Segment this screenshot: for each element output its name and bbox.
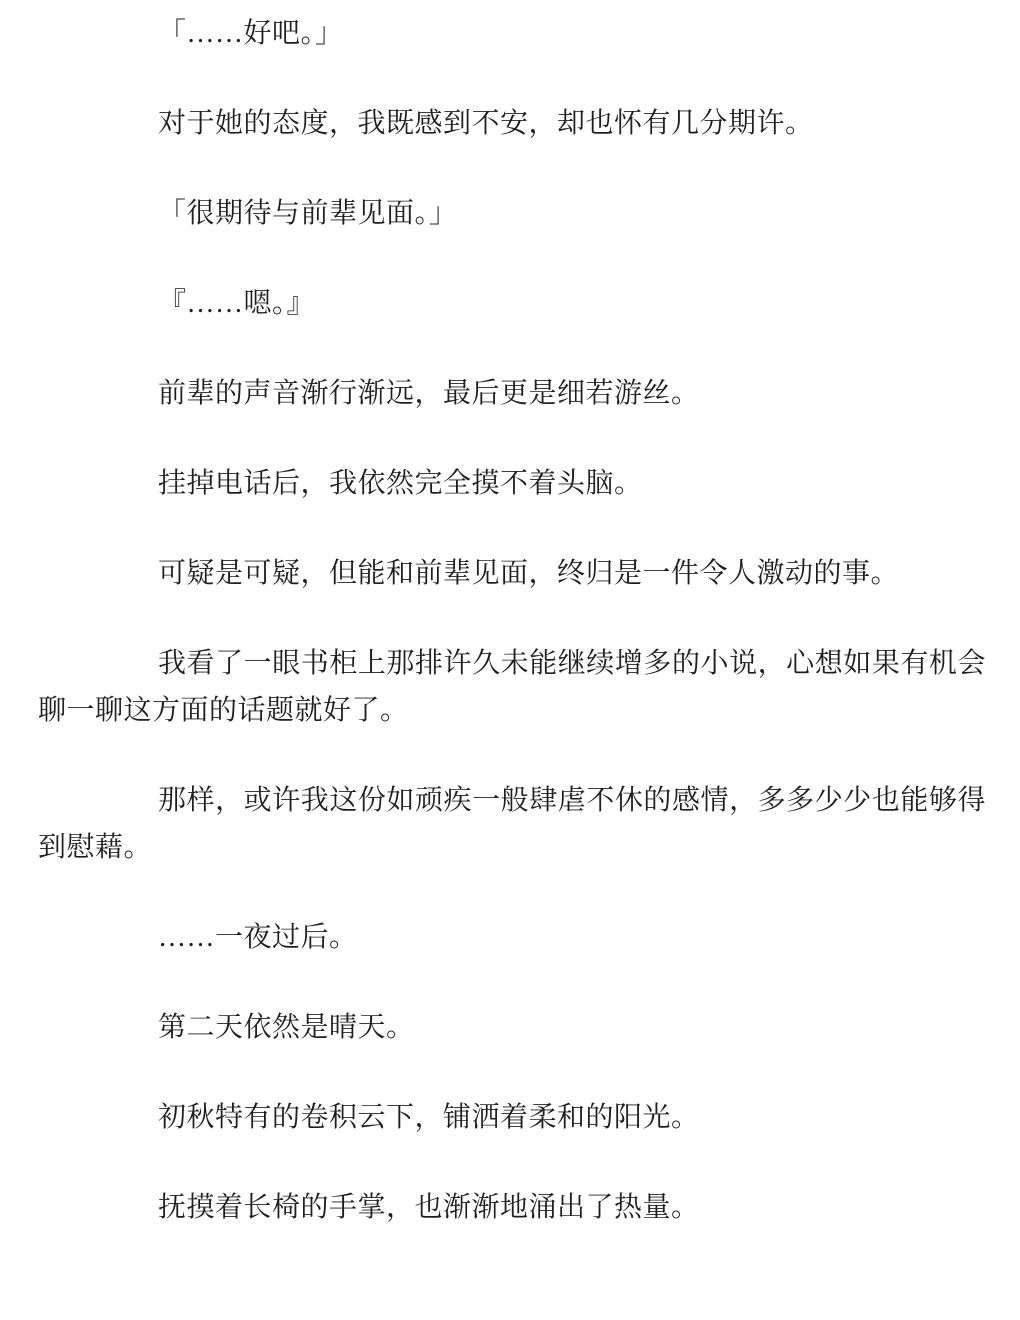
paragraph: 对于她的态度，我既感到不安，却也怀有几分期许。 (158, 108, 814, 139)
paragraph: 挂掉电话后，我依然完全摸不着头脑。 (158, 468, 643, 499)
paragraph: ……一夜过后。 (158, 922, 358, 953)
paragraph-dialogue: 「……好吧。」 (158, 18, 344, 49)
paragraph: 我看了一眼书柜上那排许久未能继续增多的小说，心想如果有机会聊一聊这方面的话题就好了。 (38, 648, 986, 726)
paragraph-dialogue: 「很期待与前辈见面。」 (158, 198, 458, 229)
paragraph: 可疑是可疑，但能和前辈见面，终归是一件令人激动的事。 (158, 558, 900, 589)
paragraph: 前辈的声音渐行渐远，最后更是细若游丝。 (158, 378, 700, 409)
paragraph-dialogue: 『……嗯。』 (158, 288, 316, 319)
paragraph: 那样，或许我这份如顽疾一般肆虐不休的感情，多多少少也能够得到慰藉。 (38, 785, 986, 863)
paragraph: 第二天依然是晴天。 (158, 1012, 415, 1043)
paragraph: 初秋特有的卷积云下，铺洒着柔和的阳光。 (158, 1102, 700, 1133)
paragraph: 抚摸着长椅的手掌，也渐渐地涌出了热量。 (158, 1192, 700, 1223)
